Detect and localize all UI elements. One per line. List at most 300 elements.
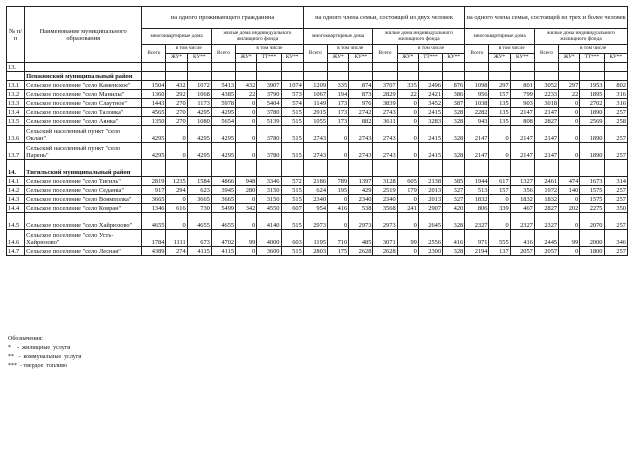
value-cell: 799	[510, 90, 534, 99]
value-cell: 416	[443, 230, 465, 247]
value-cell	[166, 63, 187, 72]
value-cell: 0	[166, 126, 187, 143]
value-cell: 513	[465, 186, 489, 195]
value-cell	[418, 72, 442, 81]
value-cell: 5978	[211, 99, 235, 108]
value-cell: 0	[166, 143, 187, 160]
value-cell: 1575	[580, 186, 604, 195]
table-header	[7, 7, 628, 63]
g3-ind-header: жилые дома индивидуального жилищного фонда	[534, 29, 627, 45]
value-cell: 1504	[142, 81, 166, 90]
row-number: 13.6	[7, 126, 25, 143]
value-cell: 1072	[187, 81, 211, 90]
value-cell: 515	[281, 126, 303, 143]
value-cell: 1067	[303, 90, 327, 99]
value-cell: 0	[397, 143, 418, 160]
value-cell: 1944	[465, 177, 489, 186]
value-cell	[489, 72, 510, 81]
row-number: 13.1	[7, 81, 25, 90]
value-cell: 2743	[373, 126, 397, 143]
g2-ind-zhu: ЖУ*	[397, 54, 418, 63]
value-cell: 806	[465, 204, 489, 213]
table-row	[7, 213, 628, 230]
value-cell: 956	[465, 90, 489, 99]
value-cell: 327	[443, 186, 465, 195]
row-name: Сельское поселение "село Каменское"	[25, 81, 142, 90]
value-cell: 135	[489, 117, 510, 126]
value-cell: 2194	[465, 247, 489, 256]
value-cell	[443, 63, 465, 72]
value-cell: 157	[489, 90, 510, 99]
table-row	[7, 126, 628, 143]
value-cell: 3945	[211, 186, 235, 195]
value-cell: 605	[397, 177, 418, 186]
value-cell: 2628	[373, 247, 397, 256]
value-cell	[465, 72, 489, 81]
row-name: Сельский населенный пункт "село Парень"	[25, 143, 142, 160]
value-cell: 2415	[418, 126, 442, 143]
value-cell: 2742	[349, 108, 373, 117]
g3-ind-total: Всего	[534, 45, 558, 63]
row-number	[7, 72, 25, 81]
value-cell: 0	[236, 195, 257, 204]
value-cell: 0	[489, 126, 510, 143]
table-row	[7, 72, 628, 81]
value-cell	[328, 72, 349, 81]
value-cell: 976	[349, 99, 373, 108]
value-cell: 22	[559, 90, 580, 99]
value-cell: 1953	[580, 81, 604, 90]
value-cell: 3128	[373, 177, 397, 186]
value-cell: 2147	[534, 143, 558, 160]
table-row	[7, 247, 628, 256]
row-number: 14.2	[7, 186, 25, 195]
value-cell: 0	[489, 213, 510, 230]
table-body	[7, 63, 628, 256]
value-cell: 3150	[257, 186, 281, 195]
value-cell: 327	[443, 195, 465, 204]
table-row	[7, 195, 628, 204]
value-cell	[397, 72, 418, 81]
value-cell: 274	[166, 247, 187, 256]
value-cell: 1055	[303, 117, 327, 126]
value-cell: 624	[303, 186, 327, 195]
value-cell: 387	[443, 99, 465, 108]
value-cell: 346	[604, 230, 628, 247]
value-cell: 3665	[142, 195, 166, 204]
value-cell: 1038	[465, 99, 489, 108]
value-cell: 257	[604, 195, 628, 204]
g3-mkd-incl: в том числе	[489, 45, 534, 54]
value-cell: 0	[559, 195, 580, 204]
value-cell: 316	[604, 99, 628, 108]
row-number: 14.5	[7, 213, 25, 230]
value-cell	[257, 160, 281, 177]
value-cell	[349, 63, 373, 72]
value-cell: 1111	[166, 230, 187, 247]
row-name: Сельское поселение "село Тигиль"	[25, 177, 142, 186]
value-cell: 4655	[142, 213, 166, 230]
value-cell: 0	[328, 213, 349, 230]
value-cell: 874	[349, 81, 373, 90]
value-cell: 2907	[418, 204, 442, 213]
value-cell: 4385	[211, 90, 235, 99]
g3-ind-ku: КУ**	[604, 54, 628, 63]
value-cell: 3346	[257, 177, 281, 186]
value-cell: 1972	[534, 186, 558, 195]
col-num-header: № п/п	[7, 7, 25, 63]
row-number: 14.	[7, 160, 25, 177]
value-cell: 2186	[303, 177, 327, 186]
row-name: Сельское поселение "село Ковран"	[25, 204, 142, 213]
value-cell: 876	[443, 81, 465, 90]
value-cell: 0	[397, 117, 418, 126]
row-number: 14.7	[7, 247, 25, 256]
value-cell: 0	[559, 213, 580, 230]
value-cell: 0	[236, 213, 257, 230]
value-cell: 99	[236, 230, 257, 247]
table-row	[7, 99, 628, 108]
value-cell: 2819	[142, 177, 166, 186]
g3-ind-tt: ТТ***	[580, 54, 604, 63]
value-cell: 2327	[465, 213, 489, 230]
g2-ind-header: жилые дома индивидуального жилищного фонда	[373, 29, 465, 45]
value-cell: 0	[559, 143, 580, 160]
value-cell: 1149	[303, 99, 327, 108]
value-cell: 2496	[418, 81, 442, 90]
value-cell	[489, 160, 510, 177]
value-cell: 4115	[211, 247, 235, 256]
table-row	[7, 186, 628, 195]
value-cell: 903	[510, 99, 534, 108]
value-cell: 173	[328, 117, 349, 126]
value-cell: 2147	[534, 108, 558, 117]
row-name: Сельское поселение "село Слаутное"	[25, 99, 142, 108]
value-cell: 0	[559, 126, 580, 143]
value-cell	[349, 72, 373, 81]
value-cell: 4295	[211, 143, 235, 160]
value-cell: 4702	[211, 230, 235, 247]
value-cell	[510, 72, 534, 81]
value-cell: 1890	[580, 143, 604, 160]
value-cell: 2233	[534, 90, 558, 99]
value-cell: 257	[604, 143, 628, 160]
value-cell: 4655	[211, 213, 235, 230]
value-cell: 2743	[349, 126, 373, 143]
value-cell: 1195	[303, 230, 327, 247]
value-cell	[510, 63, 534, 72]
value-cell: 270	[166, 99, 187, 108]
g1-ind-zhu: ЖУ*	[236, 54, 257, 63]
value-cell: 202	[559, 204, 580, 213]
value-cell: 4115	[187, 247, 211, 256]
value-cell: 0	[397, 213, 418, 230]
value-cell: 316	[604, 90, 628, 99]
value-cell: 416	[510, 230, 534, 247]
table-row	[7, 63, 628, 72]
value-cell: 0	[166, 195, 187, 204]
value-cell: 2827	[534, 204, 558, 213]
value-cell: 1832	[465, 195, 489, 204]
value-cell: 342	[236, 204, 257, 213]
g3-ind-zhu: ЖУ*	[559, 54, 580, 63]
g1-mkd-header: многоквартирные дома	[142, 29, 212, 45]
value-cell	[604, 72, 628, 81]
value-cell: 0	[559, 108, 580, 117]
norms-table-sheet	[6, 6, 628, 256]
value-cell: 1584	[187, 177, 211, 186]
row-name: Сельское поселение "село Воямполка"	[25, 195, 142, 204]
value-cell	[534, 72, 558, 81]
g2-mkd-ku: КУ**	[349, 54, 373, 63]
value-cell	[166, 160, 187, 177]
value-cell: 3071	[373, 230, 397, 247]
value-cell	[373, 160, 397, 177]
value-cell: 270	[166, 108, 187, 117]
value-cell: 882	[349, 117, 373, 126]
g2-mkd-zhu: ЖУ*	[328, 54, 349, 63]
value-cell: 574	[281, 99, 303, 108]
value-cell: 335	[397, 81, 418, 90]
value-cell: 0	[328, 143, 349, 160]
value-cell: 4295	[187, 126, 211, 143]
value-cell: 2147	[465, 143, 489, 160]
value-cell: 1209	[303, 81, 327, 90]
value-cell: 2327	[510, 213, 534, 230]
row-number: 13.4	[7, 108, 25, 117]
value-cell: 515	[281, 117, 303, 126]
value-cell	[418, 63, 442, 72]
g3-mkd-header: многоквартирные дома	[465, 29, 535, 45]
value-cell: 1832	[510, 195, 534, 204]
value-cell: 4389	[142, 247, 166, 256]
value-cell: 257	[604, 186, 628, 195]
value-cell: 2147	[510, 143, 534, 160]
value-cell	[303, 72, 327, 81]
value-cell: 730	[187, 204, 211, 213]
value-cell: 241	[397, 204, 418, 213]
value-cell: 5413	[211, 81, 235, 90]
g3-mkd-zhu: ЖУ*	[489, 54, 510, 63]
value-cell	[211, 160, 235, 177]
value-cell: 0	[559, 117, 580, 126]
value-cell: 339	[489, 204, 510, 213]
value-cell: 555	[489, 230, 510, 247]
value-cell: 0	[236, 143, 257, 160]
value-cell: 4140	[257, 213, 281, 230]
row-number: 14.1	[7, 177, 25, 186]
value-cell	[236, 63, 257, 72]
value-cell: 0	[397, 126, 418, 143]
g1-mkd-total: Всего	[142, 45, 166, 63]
value-cell: 0	[166, 213, 187, 230]
value-cell: 2743	[303, 143, 327, 160]
value-cell: 3665	[187, 195, 211, 204]
value-cell: 1350	[142, 117, 166, 126]
value-cell: 386	[443, 90, 465, 99]
g1-ind-header: жилые дома индивидуального жилищного фонда	[211, 29, 303, 45]
table-row	[7, 117, 628, 126]
value-cell: 515	[281, 195, 303, 204]
value-cell: 2340	[349, 195, 373, 204]
value-cell: 710	[328, 230, 349, 247]
value-cell: 0	[489, 195, 510, 204]
row-name: Тигильский муниципальный район	[25, 160, 142, 177]
group-one-person-header: на одного проживающего гражданина	[142, 7, 304, 29]
value-cell	[373, 63, 397, 72]
row-name: Сельское поселение "село Манилы"	[25, 90, 142, 99]
row-name: Сельское поселение "село Таловка"	[25, 108, 142, 117]
value-cell: 292	[166, 90, 187, 99]
value-cell: 616	[166, 204, 187, 213]
value-cell	[187, 63, 211, 72]
value-cell: 607	[281, 204, 303, 213]
value-cell	[534, 160, 558, 177]
value-cell: 1443	[142, 99, 166, 108]
g2-ind-incl: в том числе	[397, 45, 465, 54]
notes-title: Обозначения:	[8, 336, 43, 342]
value-cell: 2973	[303, 213, 327, 230]
value-cell: 175	[328, 247, 349, 256]
group-three-persons-header: на одного члена семьи, состоящей из трех и более человек	[465, 7, 628, 29]
value-cell: 0	[397, 99, 418, 108]
value-cell: 2057	[510, 247, 534, 256]
value-cell: 515	[281, 108, 303, 117]
value-cell: 1173	[187, 99, 211, 108]
row-number: 14.6	[7, 230, 25, 247]
value-cell	[397, 160, 418, 177]
value-cell: 2138	[418, 177, 442, 186]
value-cell	[236, 72, 257, 81]
value-cell: 623	[187, 186, 211, 195]
value-cell: 2147	[534, 126, 558, 143]
value-cell: 432	[166, 81, 187, 90]
row-number: 14.4	[7, 204, 25, 213]
value-cell: 2275	[580, 204, 604, 213]
value-cell	[510, 160, 534, 177]
value-cell: 157	[489, 186, 510, 195]
value-cell: 137	[489, 247, 510, 256]
value-cell: 0	[328, 195, 349, 204]
value-cell: 5499	[211, 204, 235, 213]
value-cell: 328	[443, 213, 465, 230]
note-ku: ** - коммунальные услуги	[8, 354, 82, 360]
g2-mkd-incl: в том числе	[328, 45, 373, 54]
value-cell: 173	[328, 108, 349, 117]
value-cell	[559, 160, 580, 177]
value-cell	[465, 160, 489, 177]
value-cell	[418, 160, 442, 177]
g1-ind-tt: ТТ***	[257, 54, 281, 63]
value-cell: 2147	[510, 126, 534, 143]
value-cell: 3283	[418, 117, 442, 126]
table-row	[7, 143, 628, 160]
value-cell: 135	[489, 99, 510, 108]
value-cell: 0	[236, 99, 257, 108]
table-row	[7, 177, 628, 186]
row-name: Сельское поселение "село Лесная"	[25, 247, 142, 256]
value-cell: 3611	[373, 117, 397, 126]
row-name: Сельское поселение "село Аянка"	[25, 117, 142, 126]
value-cell: 0	[397, 247, 418, 256]
value-cell	[604, 160, 628, 177]
value-cell: 1890	[580, 108, 604, 117]
value-cell	[142, 63, 166, 72]
value-cell: 4000	[257, 230, 281, 247]
row-name: Сельское поселение "село Усть-Хайрюзово"	[25, 230, 142, 247]
value-cell: 2147	[510, 108, 534, 117]
table-row	[7, 230, 628, 247]
value-cell: 1360	[142, 90, 166, 99]
value-cell: 3600	[257, 247, 281, 256]
value-cell: 280	[236, 186, 257, 195]
value-cell: 4295	[211, 108, 235, 117]
value-cell: 2743	[373, 108, 397, 117]
value-cell: 0	[236, 117, 257, 126]
value-cell: 0	[559, 99, 580, 108]
value-cell: 297	[489, 81, 510, 90]
value-cell: 3052	[534, 81, 558, 90]
value-cell: 3780	[257, 108, 281, 117]
value-cell: 1235	[166, 177, 187, 186]
value-cell: 873	[349, 90, 373, 99]
value-cell: 4550	[257, 204, 281, 213]
value-cell: 2702	[580, 99, 604, 108]
value-cell: 3665	[211, 195, 235, 204]
value-cell: 429	[349, 186, 373, 195]
value-cell	[580, 160, 604, 177]
value-cell: 1327	[510, 177, 534, 186]
g1-mkd-ku: КУ**	[187, 54, 211, 63]
table-row	[7, 108, 628, 117]
g1-ind-incl: в том числе	[236, 45, 304, 54]
value-cell: 328	[443, 143, 465, 160]
g2-ind-ku: КУ**	[443, 54, 465, 63]
value-cell: 4295	[211, 126, 235, 143]
value-cell: 2803	[303, 247, 327, 256]
value-cell: 4655	[187, 213, 211, 230]
row-number: 14.3	[7, 195, 25, 204]
value-cell	[166, 72, 187, 81]
value-cell: 179	[397, 186, 418, 195]
value-cell: 572	[281, 177, 303, 186]
value-cell: 1397	[349, 177, 373, 186]
value-cell: 2327	[534, 213, 558, 230]
group-two-persons-header: на одного члена семьи, состоящей из двух человек	[303, 7, 464, 29]
value-cell: 1895	[580, 90, 604, 99]
value-cell: 4295	[142, 143, 166, 160]
value-cell: 515	[281, 143, 303, 160]
value-cell	[465, 63, 489, 72]
value-cell: 314	[604, 177, 628, 186]
value-cell: 467	[510, 204, 534, 213]
value-cell: 2282	[465, 108, 489, 117]
row-name: Сельское поселение "село Седанка"	[25, 186, 142, 195]
row-name	[25, 63, 142, 72]
value-cell: 515	[281, 213, 303, 230]
value-cell: 943	[465, 117, 489, 126]
value-cell: 2743	[373, 143, 397, 160]
value-cell: 294	[166, 186, 187, 195]
value-cell: 1098	[465, 81, 489, 90]
value-cell	[559, 72, 580, 81]
value-cell: 2013	[418, 186, 442, 195]
value-cell	[303, 63, 327, 72]
value-cell	[349, 160, 373, 177]
value-cell: 0	[236, 247, 257, 256]
value-cell: 2973	[349, 213, 373, 230]
value-cell: 3018	[534, 99, 558, 108]
